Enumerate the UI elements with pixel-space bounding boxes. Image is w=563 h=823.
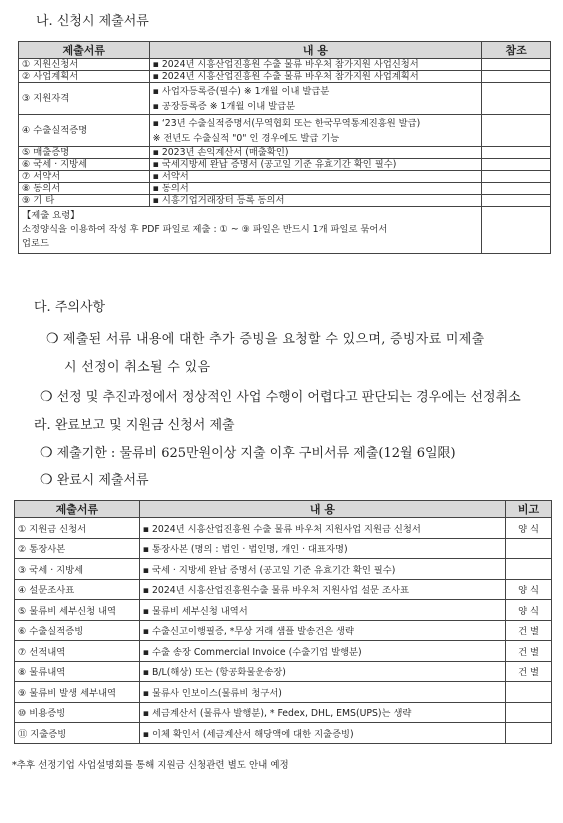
content-line: ▪ 국세지방세 완납 증명서 (공고일 기준 유효기간 확인 필수) [152, 159, 397, 170]
table-row [15, 538, 552, 559]
ref-cell [482, 207, 551, 254]
footnote: *추후 선정기업 사업설명회를 통해 지원금 신청관련 별도 안내 예정 [12, 760, 289, 771]
table-row [15, 702, 552, 723]
caution-text: 제출된 서류 내용에 대한 추가 증빙을 요청할 수 있으며, 증빙자료 미제출 [62, 332, 485, 347]
completion-docs-table [14, 500, 552, 744]
content-cell [149, 115, 482, 147]
ref-cell [482, 159, 551, 171]
content-line: ▪ 서약서 [152, 171, 189, 182]
note-cell [506, 559, 552, 580]
submission-guide-line: 업로드 [22, 238, 49, 249]
ref-cell [482, 195, 551, 207]
table-header-row [19, 42, 551, 59]
doc-cell: ② 사업계획서 [19, 71, 150, 83]
circle-bullet-icon: ❍ [40, 389, 53, 405]
content-cell [149, 171, 482, 183]
note-cell [506, 702, 552, 723]
header-content: 내 용 [149, 42, 482, 59]
content-line: ▪ 공장등록증 ※ 1개월 이내 발급분 [152, 100, 296, 112]
content-cell: ▪ 통장사본 (명의 : 법인 · 법인명, 개인 · 대표자명) [139, 538, 505, 559]
content-cell [149, 59, 482, 71]
content-cell: ▪ 국세 · 지방세 완납 증명서 (공고일 기준 유효기간 확인 필수) [139, 559, 505, 580]
ref-cell [482, 59, 551, 71]
table-header-row [15, 501, 552, 518]
content-cell: ▪ 이체 확인서 (세금계산서 해당액에 대한 지출증빙) [139, 723, 505, 744]
caution-item [40, 386, 521, 405]
content-line: ▪ 2023년 손익계산서 (매출확인) [152, 147, 289, 158]
content-line: ▪ 2024년 시흥산업진흥원 수출 물류 바우처 참가지원 사업계획서 [152, 71, 419, 82]
section-title-submission-docs: 나. 신청시 제출서류 [36, 14, 149, 29]
table-row [19, 195, 551, 207]
doc-cell: ⑥ 국세 · 지방세 [19, 159, 150, 171]
doc-cell: ⑨ 물류비 발생 세부내역 [15, 682, 140, 703]
completion-text: 완료시 제출서류 [56, 473, 149, 488]
ref-cell [482, 71, 551, 83]
section-title-cautions: 다. 주의사항 [34, 300, 106, 315]
doc-cell: ⑧ 물류내역 [15, 661, 140, 682]
table-row-note [19, 207, 551, 254]
table-row [19, 183, 551, 195]
table-row [15, 661, 552, 682]
table-row [15, 600, 552, 621]
doc-cell: ⑦ 선적내역 [15, 641, 140, 662]
content-cell: ▪ 물류비 세부신청 내역서 [139, 600, 505, 621]
table-row [19, 171, 551, 183]
ref-cell [482, 183, 551, 195]
table-row [15, 641, 552, 662]
doc-cell: ⑦ 서약서 [19, 171, 150, 183]
table-row [15, 682, 552, 703]
table-row [19, 59, 551, 71]
note-cell: 양 식 [506, 579, 552, 600]
content-cell [149, 71, 482, 83]
content-cell: ▪ 세금계산서 (물류사 발행분), * Fedex, DHL, EMS(UPS)는 생략 [139, 702, 505, 723]
content-line: ▪ 2024년 시흥산업진흥원 수출 물류 바우처 참가지원 사업신청서 [152, 59, 419, 70]
doc-cell: ① 지원신청서 [19, 59, 150, 71]
content-cell: ▪ 수출 송장 Commercial Invoice (수출기업 발행분) [139, 641, 505, 662]
note-cell: 건 별 [506, 641, 552, 662]
content-cell: ▪ 물류사 인보이스(물류비 청구서) [139, 682, 505, 703]
content-cell: ▪ 2024년 시흥산업진흥원수출 물류 바우처 지원사업 설문 조사표 [139, 579, 505, 600]
header-note: 비고 [506, 501, 552, 518]
table-row [19, 71, 551, 83]
doc-cell: ⑥ 수출실적증빙 [15, 620, 140, 641]
submission-guide-line: 소정양식을 이용하여 작성 후 PDF 파일로 제출 : ① ~ ⑨ 파일은 반드시 1개 파일로 묶어서 [22, 224, 388, 235]
table-row [15, 723, 552, 744]
submission-docs-table [18, 41, 551, 254]
table-row [19, 159, 551, 171]
doc-cell: ⑤ 물류비 세부신청 내역 [15, 600, 140, 621]
doc-cell: ⑤ 매출증명 [19, 147, 150, 159]
ref-cell [482, 115, 551, 147]
table-row [19, 115, 551, 147]
table-row [15, 559, 552, 580]
doc-cell: ⑧ 동의서 [19, 183, 150, 195]
content-cell [149, 147, 482, 159]
ref-cell [482, 83, 551, 115]
caution-text-continued: 시 선정이 취소될 수 있음 [64, 360, 211, 375]
doc-cell: ③ 지원자격 [19, 83, 150, 115]
content-line: ▪ 사업자등록증(필수) ※ 1개월 이내 발급분 [152, 85, 330, 97]
note-cell [506, 538, 552, 559]
completion-item [40, 442, 456, 461]
submission-guide-title: 【제출 요령】 [22, 210, 80, 221]
circle-bullet-icon: ❍ [40, 472, 53, 488]
section-title-completion-report: 라. 완료보고 및 지원금 신청서 제출 [34, 418, 235, 433]
header-doc: 제출서류 [19, 42, 150, 59]
completion-text: 제출기한 : 물류비 625만원이상 지출 이후 구비서류 제출(12월 6일限) [56, 446, 456, 461]
circle-bullet-icon: ❍ [46, 331, 59, 347]
content-line: ※ 전년도 수출실적 "0" 인 경우에도 발급 기능 [152, 132, 340, 144]
header-ref: 참조 [482, 42, 551, 59]
ref-cell [482, 147, 551, 159]
doc-cell: ⑪ 지출증빙 [15, 723, 140, 744]
doc-cell: ⑨ 기 타 [19, 195, 150, 207]
content-cell [149, 83, 482, 115]
content-cell [149, 183, 482, 195]
caution-item [46, 328, 485, 347]
content-cell [149, 159, 482, 171]
content-line: ▪ 시흥기업거래장터 등록 동의서 [152, 195, 285, 206]
doc-cell: ① 지원금 신청서 [15, 518, 140, 539]
doc-cell: ② 통장사본 [15, 538, 140, 559]
table-row [19, 147, 551, 159]
doc-cell: ③ 국세 · 지방세 [15, 559, 140, 580]
content-cell: ▪ 2024년 시흥산업진흥원 수출 물류 바우처 지원사업 지원금 신청서 [139, 518, 505, 539]
header-doc: 제출서류 [15, 501, 140, 518]
completion-item [40, 469, 149, 488]
table-row [15, 518, 552, 539]
submission-guide-cell [19, 207, 482, 254]
table-row [15, 620, 552, 641]
ref-cell [482, 171, 551, 183]
note-cell: 건 별 [506, 620, 552, 641]
header-content: 내 용 [139, 501, 505, 518]
doc-cell: ④ 수출실적증명 [19, 115, 150, 147]
table-row [15, 579, 552, 600]
caution-text: 선정 및 추진과정에서 정상적인 사업 수행이 어렵다고 판단되는 경우에는 선정취소 [56, 390, 521, 405]
doc-cell: ⑩ 비용증빙 [15, 702, 140, 723]
content-line: ▪ ‘23년 수출실적증명서(무역협회 또는 한국무역통계진흥원 발급) [152, 117, 421, 129]
note-cell: 양 식 [506, 600, 552, 621]
note-cell: 양 식 [506, 518, 552, 539]
content-line: ▪ 동의서 [152, 183, 189, 194]
note-cell [506, 723, 552, 744]
content-cell: ▪ B/L(해상) 또는 (항공화물운송장) [139, 661, 505, 682]
circle-bullet-icon: ❍ [40, 445, 53, 461]
table-row [19, 83, 551, 115]
content-cell: ▪ 수출신고이행필증, *무상 거래 샘플 발송건은 생략 [139, 620, 505, 641]
note-cell [506, 682, 552, 703]
content-cell [149, 195, 482, 207]
doc-cell: ④ 설문조사표 [15, 579, 140, 600]
note-cell: 건 별 [506, 661, 552, 682]
